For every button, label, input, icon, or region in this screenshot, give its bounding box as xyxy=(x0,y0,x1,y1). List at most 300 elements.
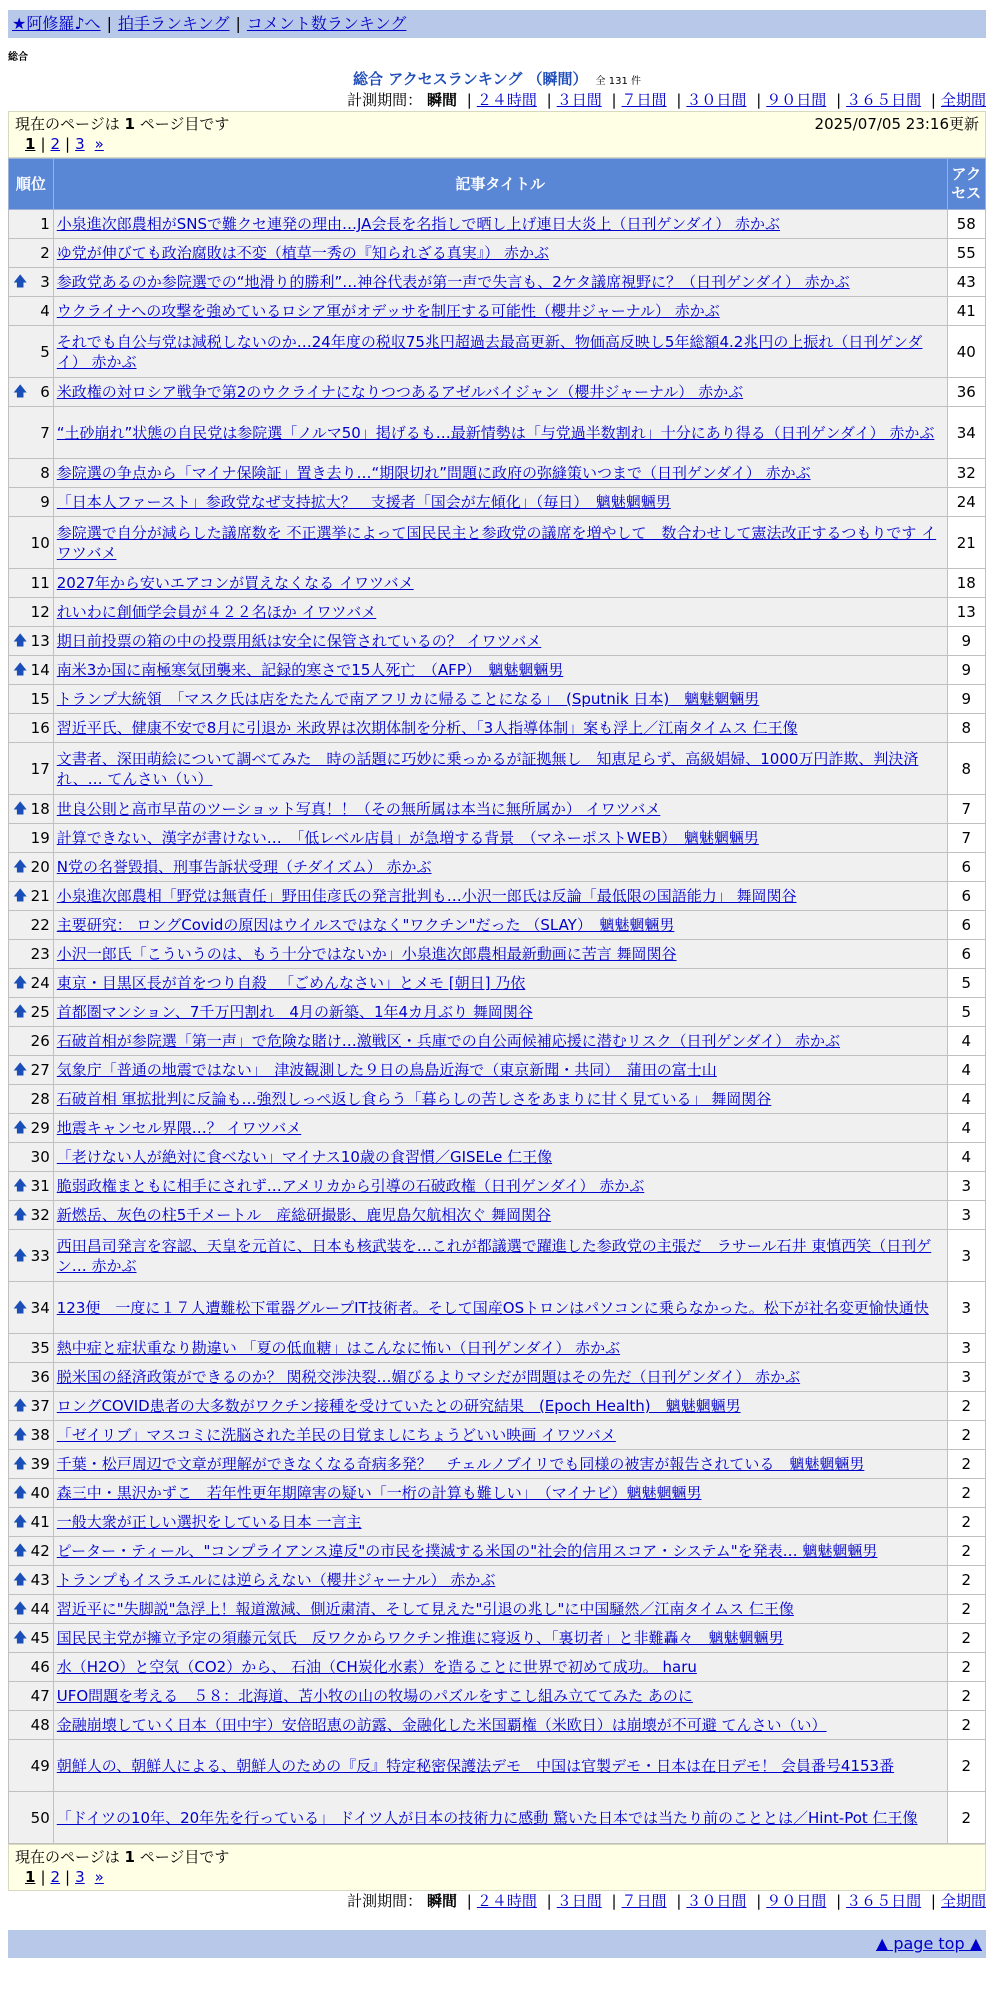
title-cell xyxy=(53,268,947,297)
title-cell xyxy=(53,627,947,656)
rank-number: 28 xyxy=(30,1090,50,1108)
rank-number: 39 xyxy=(30,1455,50,1473)
article-link[interactable]: ピーター・ティール、"コンプライアンス違反"の市民を撲滅する米国の"社会的信用スコア・システム"を発表… 魑魅魍魎男 xyxy=(56,1542,878,1560)
article-link[interactable]: 南米3か国に南極寒気団襲来、記録的寒さで15人死亡 （AFP） 魑魅魍魎男 xyxy=(56,661,564,679)
up-arrow-icon: 🡅 xyxy=(13,1120,28,1136)
title-cell xyxy=(53,459,947,488)
table-row xyxy=(9,743,986,795)
rank-cell xyxy=(9,1566,54,1595)
article-link[interactable]: 朝鮮人の、朝鮮人による、朝鮮人のための『反』特定秘密保護法デモ 中国は官製デモ・日本は在日デモ！ 会員番号4153番 xyxy=(56,1756,895,1775)
page-current-bottom: 1 xyxy=(25,1868,36,1886)
article-link[interactable]: 地震キャンセル界隈…？ イワツバメ xyxy=(56,1119,302,1137)
rank-number: 20 xyxy=(30,858,50,876)
title-cell xyxy=(53,378,947,407)
rank-number: 33 xyxy=(30,1246,50,1265)
rank-number: 25 xyxy=(30,1003,50,1021)
period-current-bottom: 瞬間 xyxy=(426,1892,457,1910)
rank-number: 19 xyxy=(30,829,50,847)
up-arrow-icon: 🡅 xyxy=(13,859,28,875)
article-link[interactable]: N党の名誉毀損、刑事告訴状受理（チダイズム） 赤かぶ xyxy=(56,858,432,876)
article-link[interactable]: 「ドイツの10年、20年先を行っている」 ドイツ人が日本の技術力に感動 驚いた日本では当たり前のこととは／Hint-Pot 仁王像 xyxy=(56,1808,918,1827)
col-title-header: 記事タイトル xyxy=(53,159,947,210)
title-cell xyxy=(53,1479,947,1508)
period-selector-top: 計測期間： 瞬間 | ２４時間 | ３日間 | ７日間 | ３０日間 | ９０日間 | ３６５日間 | 全期間 xyxy=(347,91,986,109)
up-arrow-icon: 🡅 xyxy=(13,633,28,649)
rank-cell xyxy=(9,407,54,459)
rank-cell xyxy=(9,743,54,795)
rank-number: 49 xyxy=(30,1756,50,1775)
rank-number: 47 xyxy=(30,1687,50,1705)
nav-separator: | xyxy=(235,14,241,33)
rank-cell xyxy=(9,459,54,488)
table-row xyxy=(9,1792,986,1844)
article-link[interactable]: 新燃岳、灰色の柱5千メートル 産総研撮影、鹿児島欠航相次ぐ 舞岡関谷 xyxy=(56,1206,552,1224)
article-link[interactable]: 「老けない人が絶対に食べない」マイナス10歳の食習慣／GISELe 仁王像 xyxy=(56,1148,553,1166)
rank-number: 23 xyxy=(30,945,50,963)
period-selector-bottom: 計測期間： 瞬間 | ２４時間 | ３日間 | ７日間 | ３０日間 | ９０日間 | ３６５日間 | 全期間 xyxy=(347,1892,986,1910)
period-option-3d-bottom[interactable]: ３日間 xyxy=(556,1892,602,1910)
rank-number: 3 xyxy=(40,273,50,291)
clap-ranking-link[interactable]: 拍手ランキング xyxy=(117,14,230,33)
article-link[interactable]: 文書者、深田萌絵について調べてみた 時の話題に巧妙に乗っかるが証拠無し 知恵足らず、高級娼婦、1000万円詐欺、判決済れ、… てんさい（い） xyxy=(56,749,919,788)
access-count: 34 xyxy=(947,407,985,459)
rank-cell xyxy=(9,598,54,627)
table-row xyxy=(9,998,986,1027)
title-cell xyxy=(53,1085,947,1114)
rank-cell xyxy=(9,378,54,407)
up-arrow-icon: 🡅 xyxy=(13,1004,28,1020)
rank-cell xyxy=(9,1392,54,1421)
article-link[interactable]: 「日本人ファースト」参政党なぜ支持拡大？ 支援者「国会が左傾化」（毎日） 魑魅魍魎男 xyxy=(56,493,671,511)
access-count: 2 xyxy=(947,1508,985,1537)
period-option-3d[interactable]: ３日間 xyxy=(556,91,602,109)
rank-number: 4 xyxy=(40,302,50,320)
table-row xyxy=(9,1595,986,1624)
rank-cell xyxy=(9,1508,54,1537)
table-row xyxy=(9,268,986,297)
article-link[interactable]: 国民民主党が擁立予定の須藤元気氏 反ワクからワクチン推進に寝返り、「裏切者」と非難轟々 魑魅魍魎男 xyxy=(56,1629,784,1647)
rank-cell xyxy=(9,969,54,998)
period-option-365d-bottom[interactable]: ３６５日間 xyxy=(846,1892,922,1910)
title-cell xyxy=(53,1421,947,1450)
title-cell xyxy=(53,1392,947,1421)
article-link[interactable]: 脱米国の経済政策ができるのか？ 関税交渉決裂…媚びるよりマシだが問題はその先だ（日刊ゲンダイ） 赤かぶ xyxy=(56,1368,801,1386)
title-cell xyxy=(53,1537,947,1566)
up-arrow-icon: 🡅 xyxy=(13,888,28,904)
article-link[interactable]: 「ゼイリブ」マスコミに洗脳された羊民の目覚ましにちょうどいい映画 イワツバメ xyxy=(56,1426,616,1444)
title-cell xyxy=(53,940,947,969)
article-link[interactable]: 気象庁「普通の地震ではない」 津波観測した９日の鳥島近海で（東京新聞・共同） 蒲田の富士山 xyxy=(56,1061,717,1079)
page-title-text: 総合 アクセスランキング （瞬間） xyxy=(353,70,588,88)
period-label: 計測期間： xyxy=(347,91,423,109)
rank-cell xyxy=(9,824,54,853)
rank-number: 38 xyxy=(30,1426,50,1444)
up-arrow-icon: 🡅 xyxy=(13,1299,28,1316)
title-cell xyxy=(53,824,947,853)
table-row xyxy=(9,1479,986,1508)
access-count: 4 xyxy=(947,1114,985,1143)
article-link[interactable]: 金融崩壊していく日本（田中宇）安倍昭恵の訪露、金融化した米国覇権（米欧日）は崩壊が不可避 てんさい（い） xyxy=(56,1716,827,1734)
article-link[interactable]: 脆弱政権まともに相手にされず…アメリカから引導の石破政権（日刊ゲンダイ） 赤かぶ xyxy=(56,1177,645,1195)
rank-number: 13 xyxy=(30,632,50,650)
rank-number: 1 xyxy=(40,215,50,233)
title-cell xyxy=(53,239,947,268)
col-rank-header: 順位 xyxy=(9,159,54,210)
rank-cell xyxy=(9,1624,54,1653)
updated-time: 2025/07/05 23:16更新 xyxy=(814,115,979,133)
period-option-7d[interactable]: ７日間 xyxy=(621,91,667,109)
rank-cell xyxy=(9,1682,54,1711)
article-link[interactable]: それでも自公与党は減税しないのか…24年度の税収75兆円超過去最高更新、物価高反映し5年総額4.2兆円の上振れ（日刊ゲンダイ） 赤かぶ xyxy=(56,332,923,371)
access-count: 2 xyxy=(947,1537,985,1566)
page xyxy=(8,10,986,1958)
access-count: 18 xyxy=(947,569,985,598)
up-arrow-icon: 🡅 xyxy=(13,1456,28,1472)
bottom-nav xyxy=(8,1930,986,1958)
table-row xyxy=(9,378,986,407)
rank-number: 31 xyxy=(30,1177,50,1195)
article-link[interactable]: 参院選の争点から「マイナ保険証」置き去り…“期限切れ”問題に政府の弥縫策いつまで（日刊ゲンダイ） 赤かぶ xyxy=(56,464,811,482)
rank-cell xyxy=(9,853,54,882)
title-cell xyxy=(53,598,947,627)
home-link[interactable]: ★阿修羅♪へ xyxy=(12,14,101,33)
article-link[interactable]: 習近平氏、健康不安で8月に引退か 米政界は次期体制を分析、「3人指導体制」案も浮上／江南タイムス 仁王像 xyxy=(56,719,798,737)
article-link[interactable]: 主要研究： ロングCovidの原因はウイルスではなく"ワクチン"だった （SLAY） 魑魅魍魎男 xyxy=(56,916,675,934)
up-arrow-icon: 🡅 xyxy=(13,1572,28,1588)
article-link[interactable]: 小沢一郎氏「こういうのは、もう十分ではないか」小泉進次郎農相最新動画に苦言 舞岡関谷 xyxy=(56,945,677,963)
rank-number: 6 xyxy=(40,383,50,401)
rank-number: 7 xyxy=(40,423,50,442)
article-link[interactable]: 西田昌司発言を容認、天皇を元首に、日本も核武装を…これが都議選で躍進した参政党の主張だ ラサール石井 東慎西笑（日刊ゲン… 赤かぶ xyxy=(56,1236,932,1275)
rank-number: 17 xyxy=(30,759,50,778)
access-count: 2 xyxy=(947,1682,985,1711)
table-row xyxy=(9,1085,986,1114)
rank-number: 40 xyxy=(30,1484,50,1502)
access-count: 2 xyxy=(947,1595,985,1624)
access-count: 40 xyxy=(947,326,985,378)
table-row xyxy=(9,1027,986,1056)
period-option-all[interactable]: 全期間 xyxy=(940,91,986,109)
up-arrow-icon: 🡅 xyxy=(13,1062,28,1078)
rank-cell xyxy=(9,1201,54,1230)
article-link[interactable]: 123便 一度に１７人遭難松下電器グループIT技術者。そして国産OSトロンはパソコンに乗らなかった。松下が社名変更愉快通快 xyxy=(56,1298,929,1317)
rank-number: 30 xyxy=(30,1148,50,1166)
up-arrow-icon: 🡅 xyxy=(13,1514,28,1530)
table-row xyxy=(9,795,986,824)
rank-number: 16 xyxy=(30,719,50,737)
rank-cell xyxy=(9,239,54,268)
rank-number: 36 xyxy=(30,1368,50,1386)
access-count: 3 xyxy=(947,1201,985,1230)
article-link[interactable]: 世良公則と高市早苗のツーショット写真！！（その無所属は本当に無所属か） イワツバメ xyxy=(56,800,661,818)
page-link-3[interactable]: 3 xyxy=(75,135,85,153)
up-arrow-icon: 🡅 xyxy=(13,274,28,290)
rank-cell xyxy=(9,1230,54,1282)
table-row xyxy=(9,1334,986,1363)
page-next-link-bottom[interactable]: » xyxy=(94,1868,104,1886)
access-count: 9 xyxy=(947,685,985,714)
rank-cell xyxy=(9,940,54,969)
article-link[interactable]: 首都圏マンション、7千万円割れ 4月の新築、1年4カ月ぶり 舞岡関谷 xyxy=(56,1003,533,1021)
article-link[interactable]: 参院選で自分が減らした議席数を 不正選挙によって国民民主と参政党の議席を増やして 数合わせして憲法改正するつもりです イワツバメ xyxy=(56,523,937,562)
rank-number: 27 xyxy=(30,1061,50,1079)
access-count: 4 xyxy=(947,1143,985,1172)
rank-number: 11 xyxy=(30,574,50,592)
title-cell xyxy=(53,1653,947,1682)
table-row xyxy=(9,517,986,569)
title-cell xyxy=(53,297,947,326)
title-cell xyxy=(53,1740,947,1792)
title-cell xyxy=(53,569,947,598)
article-link[interactable]: “土砂崩れ”状態の自民党は参院選「ノルマ50」掲げるも…最新情勢は「与党過半数割れ」十分にあり得る（日刊ゲンダイ） 赤かぶ xyxy=(56,423,935,442)
access-count: 7 xyxy=(947,795,985,824)
pagination-bottom: 現在のページは 1 ページ目です 1 | 2 | 3 » xyxy=(8,1844,986,1891)
access-count: 4 xyxy=(947,1056,985,1085)
comment-ranking-link[interactable]: コメント数ランキング xyxy=(246,14,407,33)
rank-cell xyxy=(9,998,54,1027)
table-row xyxy=(9,911,986,940)
period-option-365d[interactable]: ３６５日間 xyxy=(846,91,922,109)
ranking-table xyxy=(8,158,986,1844)
rank-cell xyxy=(9,1334,54,1363)
article-link[interactable]: トランプもイスラエルには逆らえない（櫻井ジャーナル） 赤かぶ xyxy=(56,1571,496,1589)
rank-cell xyxy=(9,1282,54,1334)
rank-cell xyxy=(9,911,54,940)
period-option-90d-bottom[interactable]: ９０日間 xyxy=(766,1892,827,1910)
up-arrow-icon: 🡅 xyxy=(13,1485,28,1501)
period-option-24h-bottom[interactable]: ２４時間 xyxy=(476,1892,537,1910)
period-current: 瞬間 xyxy=(426,91,457,109)
period-option-24h[interactable]: ２４時間 xyxy=(476,91,537,109)
article-link[interactable]: 計算できない、漢字が書けない… 「低レベル店員」が急増する背景 （マネーポストWEB） 魑魅魍魎男 xyxy=(56,829,759,847)
article-link[interactable]: トランプ大統領 「マスク氏は店をたたんで南アフリカに帰ることになる」 (Sputnik 日本) 魑魅魍魎男 xyxy=(56,690,760,708)
title-cell xyxy=(53,1792,947,1844)
total-count: 全 131 件 xyxy=(595,76,641,87)
rank-cell xyxy=(9,1595,54,1624)
rank-cell xyxy=(9,1450,54,1479)
period-option-30d-bottom[interactable]: ３０日間 xyxy=(686,1892,747,1910)
rank-number: 48 xyxy=(30,1716,50,1734)
rank-number: 24 xyxy=(30,974,50,992)
rank-number: 46 xyxy=(30,1658,50,1676)
page-link-2-bottom[interactable]: 2 xyxy=(50,1868,61,1886)
access-count: 6 xyxy=(947,882,985,911)
rank-cell xyxy=(9,1056,54,1085)
rank-cell xyxy=(9,627,54,656)
access-count: 4 xyxy=(947,1027,985,1056)
title-cell xyxy=(53,911,947,940)
table-row xyxy=(9,488,986,517)
access-count: 32 xyxy=(947,459,985,488)
up-arrow-icon: 🡅 xyxy=(13,1207,28,1223)
table-row xyxy=(9,210,986,239)
article-link[interactable]: 千葉・松戸周辺で文章が理解ができなくなる奇病多発？ チェルノブイリでも同様の被害が報告されている 魑魅魍魎男 xyxy=(56,1455,865,1473)
access-count: 6 xyxy=(947,911,985,940)
access-count: 41 xyxy=(947,297,985,326)
rank-cell xyxy=(9,1421,54,1450)
access-count: 3 xyxy=(947,1282,985,1334)
article-link[interactable]: れいわに創価学会員が４２２名ほか イワツバメ xyxy=(56,603,377,621)
article-link[interactable]: 習近平に"失脚説"急浮上！報道激減、側近粛清、そして見えた"引退の兆し"に中国騒然／江南タイムス 仁王像 xyxy=(56,1600,794,1618)
table-row xyxy=(9,1172,986,1201)
title-cell xyxy=(53,743,947,795)
up-arrow-icon: 🡅 xyxy=(13,662,28,678)
table-row xyxy=(9,1653,986,1682)
article-link[interactable]: 熱中症と症状重なり勘違い 「夏の低血糖」はこんなに怖い（日刊ゲンダイ） 赤かぶ xyxy=(56,1339,621,1357)
access-count: 3 xyxy=(947,1172,985,1201)
article-link[interactable]: 2027年から安いエアコンが買えなくなる イワツバメ xyxy=(56,574,414,592)
table-row xyxy=(9,1056,986,1085)
rank-number: 12 xyxy=(30,603,50,621)
table-row xyxy=(9,1201,986,1230)
access-count: 13 xyxy=(947,598,985,627)
up-arrow-icon: 🡅 xyxy=(13,975,28,991)
article-link[interactable]: 水（H2O）と空気（CO2）から、 石油（CH炭化水素）を造ることに世界で初めて成功。 haru xyxy=(56,1658,697,1676)
table-row xyxy=(9,685,986,714)
page-top-link[interactable]: ▲ page top ▲ xyxy=(875,1934,982,1953)
article-link[interactable]: 米政権の対ロシア戦争で第2のウクライナになりつつあるアゼルバイジャン（櫻井ジャーナル） 赤かぶ xyxy=(56,383,744,401)
rank-number: 9 xyxy=(40,493,50,511)
rank-cell xyxy=(9,685,54,714)
title-cell xyxy=(53,1027,947,1056)
article-link[interactable]: ゆ党が伸びても政治腐敗は不変（植草一秀の『知られざる真実』） 赤かぶ xyxy=(56,244,550,262)
article-link[interactable]: UFO問題を考える ５８：北海道、苫小牧の山の牧場のパズルをすこし組み立ててみた あのに xyxy=(56,1687,693,1705)
table-row xyxy=(9,1421,986,1450)
article-link[interactable]: 期日前投票の箱の中の投票用紙は安全に保管されているの？ イワツバメ xyxy=(56,632,542,650)
title-cell xyxy=(53,1172,947,1201)
period-option-90d[interactable]: ９０日間 xyxy=(766,91,827,109)
access-count: 43 xyxy=(947,268,985,297)
rank-number: 41 xyxy=(30,1513,50,1531)
title-cell xyxy=(53,1711,947,1740)
access-count: 5 xyxy=(947,969,985,998)
page-link-2[interactable]: 2 xyxy=(50,135,61,153)
article-link[interactable]: ロングCOVID患者の大多数がワクチン接種を受けていたとの研究結果 (Epoch Health) 魑魅魍魎男 xyxy=(56,1397,741,1415)
article-link[interactable]: 一般大衆が正しい選択をしている日本 一言主 xyxy=(56,1513,362,1531)
access-count: 58 xyxy=(947,210,985,239)
rank-number: 2 xyxy=(40,244,50,262)
rank-cell xyxy=(9,1114,54,1143)
rank-number: 18 xyxy=(30,800,50,818)
rank-number: 5 xyxy=(40,342,50,361)
table-row xyxy=(9,459,986,488)
rank-cell xyxy=(9,297,54,326)
period-option-7d-bottom[interactable]: ７日間 xyxy=(621,1892,667,1910)
title-cell xyxy=(53,1201,947,1230)
rank-cell xyxy=(9,1740,54,1792)
title-cell xyxy=(53,1230,947,1282)
rank-number: 10 xyxy=(30,533,50,552)
access-count: 4 xyxy=(947,1085,985,1114)
page-next-link[interactable]: » xyxy=(94,135,104,153)
article-link[interactable]: ウクライナへの攻撃を強めているロシア軍がオデッサを制圧する可能性（櫻井ジャーナル） 赤かぶ xyxy=(56,302,720,320)
table-row xyxy=(9,1143,986,1172)
rank-number: 14 xyxy=(30,661,50,679)
rank-number: 42 xyxy=(30,1542,50,1560)
rank-cell xyxy=(9,1085,54,1114)
table-row xyxy=(9,1282,986,1334)
access-count: 8 xyxy=(947,714,985,743)
access-count: 3 xyxy=(947,1363,985,1392)
article-link[interactable]: 石破首相 軍拡批判に反論も…強烈しっぺ返し食らう「暮らしの苦しさをあまりに甘く見ている」 舞岡関谷 xyxy=(56,1090,772,1108)
access-count: 2 xyxy=(947,1479,985,1508)
table-row xyxy=(9,1711,986,1740)
rank-number: 35 xyxy=(30,1339,50,1357)
rank-cell xyxy=(9,714,54,743)
section-tag: 総合 xyxy=(8,52,28,63)
access-count: 55 xyxy=(947,239,985,268)
title-cell xyxy=(53,1114,947,1143)
title-cell xyxy=(53,853,947,882)
page-title xyxy=(8,68,986,90)
top-nav xyxy=(8,10,986,38)
rank-cell xyxy=(9,517,54,569)
table-row xyxy=(9,1508,986,1537)
title-cell xyxy=(53,882,947,911)
title-cell xyxy=(53,714,947,743)
article-link[interactable]: 小泉進次郎農相がSNSで難クセ連発の理由…JA会長を名指しで晒し上げ連日大炎上（日刊ゲンダイ） 赤かぶ xyxy=(56,215,781,233)
access-count: 9 xyxy=(947,627,985,656)
rank-cell xyxy=(9,656,54,685)
article-link[interactable]: 森三中・黒沢かずこ 若年性更年期障害の疑い「一桁の計算も難しい」 （マイナビ）魑魅魍魎男 xyxy=(56,1484,702,1502)
access-count: 36 xyxy=(947,378,985,407)
table-row xyxy=(9,1392,986,1421)
table-row xyxy=(9,627,986,656)
rank-number: 34 xyxy=(30,1298,50,1317)
table-row xyxy=(9,1682,986,1711)
article-link[interactable]: 小泉進次郎農相「野党は無責任」野田佳彦氏の発言批判も…小沢一郎氏は反論「最低限の国語能力」 舞岡関谷 xyxy=(56,887,797,905)
up-arrow-icon: 🡅 xyxy=(13,1247,28,1264)
article-link[interactable]: 石破首相が参院選「第一声」で危険な賭け…激戦区・兵庫での自公両候補応援に潜むリスク（日刊ゲンダイ） 赤かぶ xyxy=(56,1032,841,1050)
period-option-30d[interactable]: ３０日間 xyxy=(686,91,747,109)
table-row xyxy=(9,969,986,998)
access-count: 3 xyxy=(947,1230,985,1282)
table-row xyxy=(9,824,986,853)
rank-cell xyxy=(9,1172,54,1201)
access-count: 24 xyxy=(947,488,985,517)
table-row xyxy=(9,1450,986,1479)
article-link[interactable]: 東京・目黒区長が首をつり自殺 「ごめんなさい」とメモ [朝日] 乃依 xyxy=(56,974,526,992)
access-count: 2 xyxy=(947,1566,985,1595)
table-row xyxy=(9,853,986,882)
up-arrow-icon: 🡅 xyxy=(13,1178,28,1194)
table-row xyxy=(9,1230,986,1282)
article-link[interactable]: 参政党あるのか参院選での“地滑り的勝利”…神谷代表が第一声で失言も、2ケタ議席視野に？（日刊ゲンダイ） 赤かぶ xyxy=(56,273,850,291)
rank-cell xyxy=(9,882,54,911)
title-cell xyxy=(53,517,947,569)
access-count: 2 xyxy=(947,1711,985,1740)
up-arrow-icon: 🡅 xyxy=(13,1427,28,1443)
access-count: 9 xyxy=(947,656,985,685)
table-row xyxy=(9,882,986,911)
rank-number: 29 xyxy=(30,1119,50,1137)
title-cell xyxy=(53,1566,947,1595)
page-link-3-bottom[interactable]: 3 xyxy=(75,1868,85,1886)
rank-cell xyxy=(9,268,54,297)
rank-cell xyxy=(9,569,54,598)
access-count: 6 xyxy=(947,853,985,882)
rank-number: 50 xyxy=(30,1808,50,1827)
title-cell xyxy=(53,1682,947,1711)
access-count: 2 xyxy=(947,1392,985,1421)
access-count: 2 xyxy=(947,1792,985,1844)
col-access-header: アクセス xyxy=(947,159,985,210)
table-row xyxy=(9,1566,986,1595)
table-row xyxy=(9,407,986,459)
up-arrow-icon: 🡅 xyxy=(13,1630,28,1646)
period-option-all-bottom[interactable]: 全期間 xyxy=(940,1892,986,1910)
rank-cell xyxy=(9,1792,54,1844)
